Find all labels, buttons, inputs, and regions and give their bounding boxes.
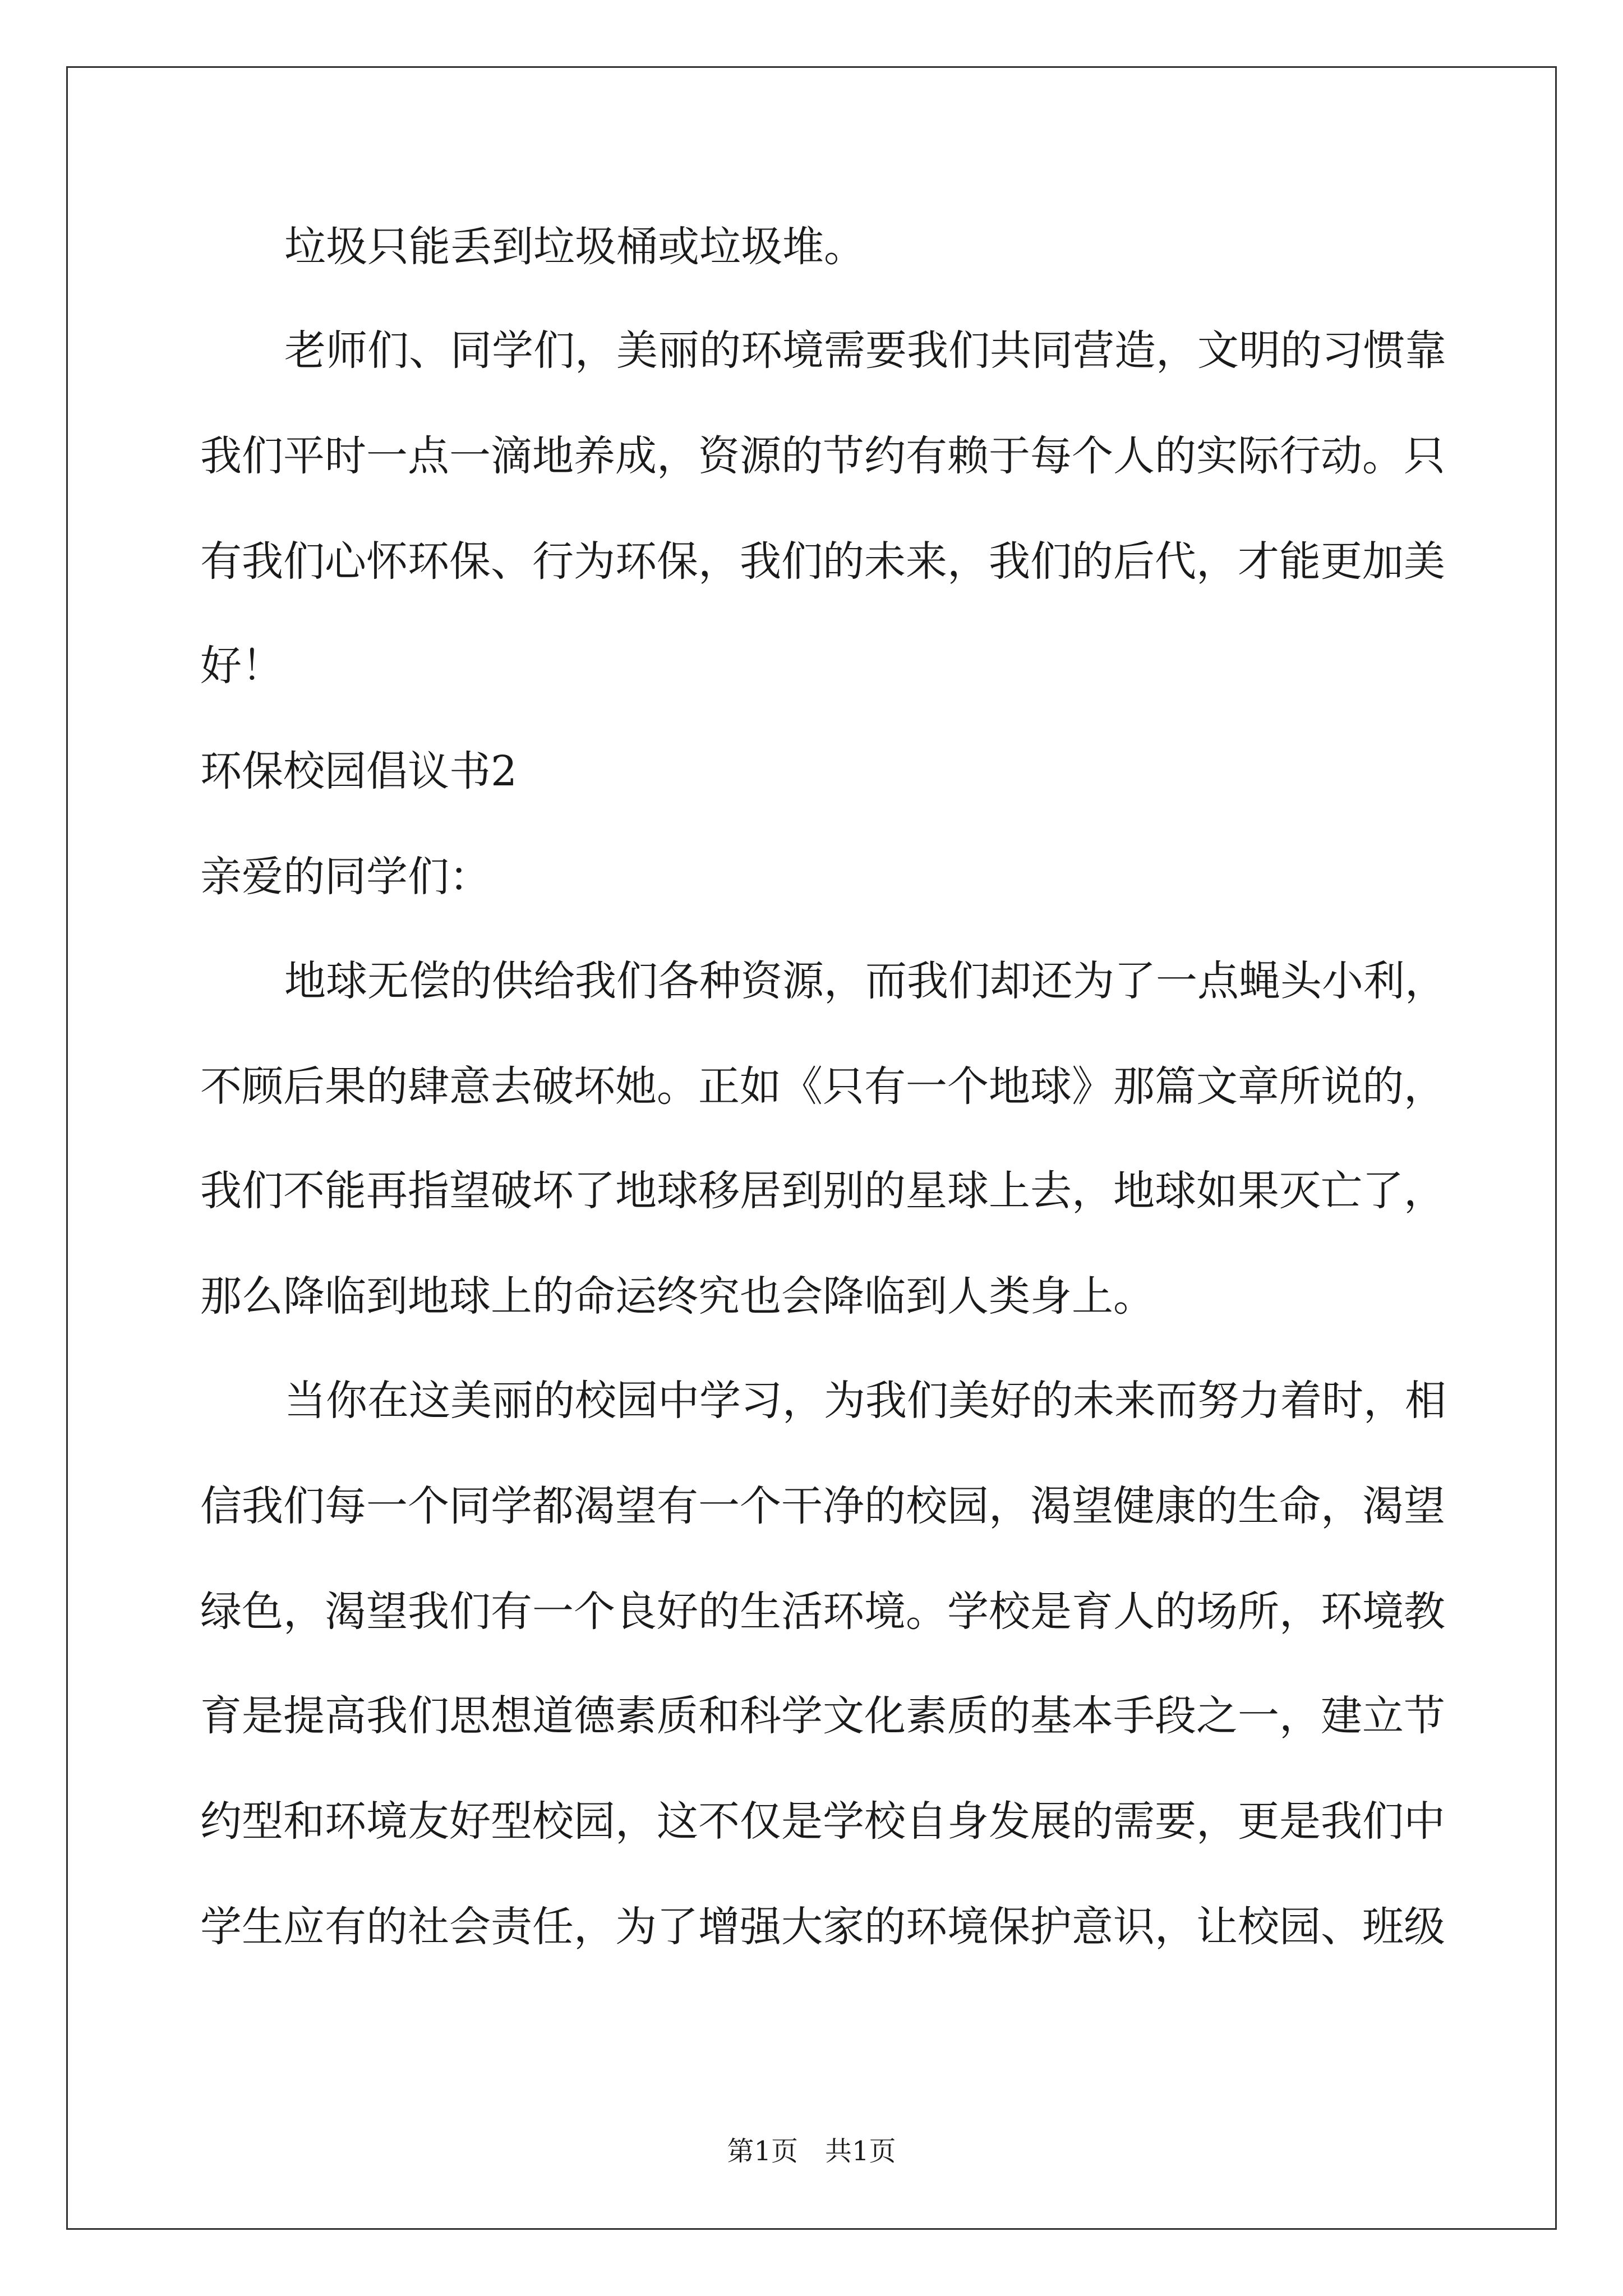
- paragraph-line: 有我们心怀环保、行为环保，我们的未来，我们的后代，才能更加美: [200, 537, 1445, 586]
- section-title: 环保校园倡议书2: [200, 747, 518, 795]
- paragraph-line: 学生应有的社会责任，为了增强大家的环境保护意识，让校园、班级: [200, 1903, 1445, 1951]
- paragraph-line: 地球无偿的供给我们各种资源，而我们却还为了一点蝇头小利，: [284, 957, 1446, 1005]
- paragraph-line: 信我们每一个同学都渴望有一个干净的校园，渴望健康的生命，渴望: [200, 1482, 1445, 1530]
- salutation: 亲爱的同学们：: [200, 853, 491, 901]
- paragraph-line: 我们不能再指望破坏了地球移居到别的星球上去，地球如果灭亡了，: [200, 1167, 1445, 1215]
- paragraph-line: 那么降临到地球上的命运终究也会降临到人类身上。: [200, 1272, 1155, 1320]
- paragraph-line: 不顾后果的肆意去破坏她。正如《只有一个地球》那篇文章所说的，: [200, 1062, 1445, 1111]
- paragraph-line: 我们平时一点一滴地养成，资源的节约有赖于每个人的实际行动。只: [200, 432, 1445, 480]
- paragraph-line: 当你在这美丽的校园中学习，为我们美好的未来而努力着时，相: [284, 1377, 1446, 1425]
- paragraph-line: 绿色，渴望我们有一个良好的生活环境。学校是育人的场所，环境教: [200, 1588, 1445, 1636]
- paragraph-line: 好！: [200, 642, 283, 690]
- page-footer: 第1页 共1页: [727, 2136, 896, 2167]
- paragraph-line: 约型和环境友好型校园，这不仅是学校自身发展的需要，更是我们中: [200, 1797, 1445, 1846]
- paragraph-line: 垃圾只能丢到垃圾桶或垃圾堆。: [284, 223, 865, 271]
- paragraph-line: 育是提高我们思想道德素质和科学文化素质的基本手段之一，建立节: [200, 1692, 1445, 1740]
- paragraph-line: 老师们、同学们，美丽的环境需要我们共同营造，文明的习惯靠: [284, 326, 1446, 375]
